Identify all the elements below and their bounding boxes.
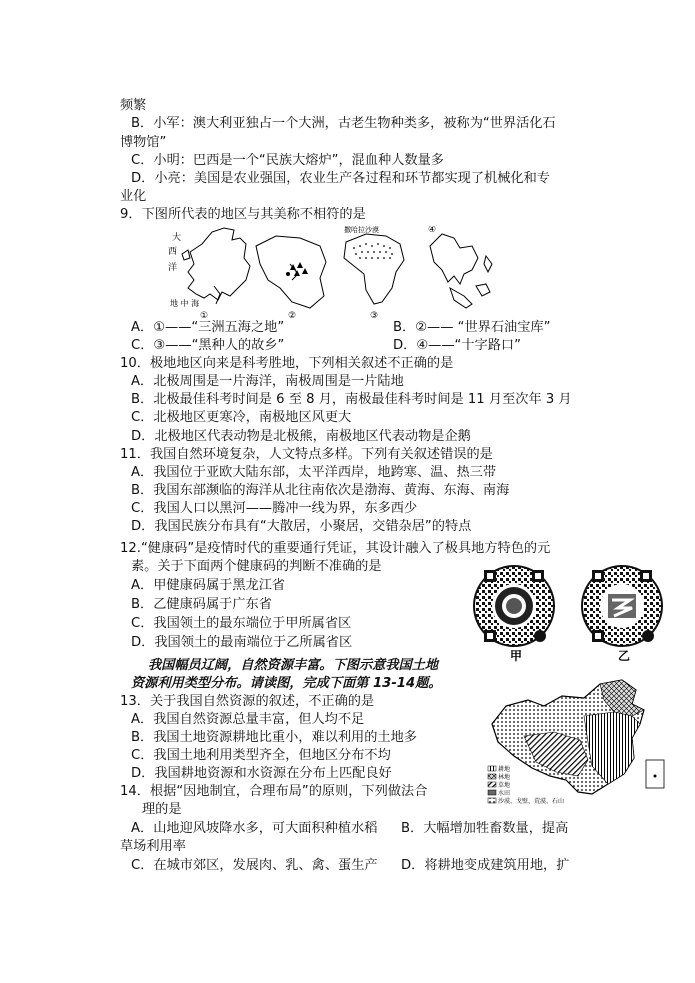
option-12c: C．我国领土的最东端位于甲所属省区 xyxy=(131,616,352,631)
option-14a: A．山地迎风坡降水多，可大面积种植水稻 xyxy=(131,821,378,836)
label-atlantic-3: 洋 xyxy=(168,263,178,273)
question-14: 14．根据“因地制宜，合理布局”的原则，下列做法合 xyxy=(120,784,428,799)
legend-item: 耕地 xyxy=(498,766,511,773)
option-b: B．小军：澳大利亚独占一个大洲，古老生物种类多，被称为“世界活化石 xyxy=(131,116,556,131)
option-13a: A．我国自然资源总量丰富，但人均不足 xyxy=(131,712,365,727)
label-yi: 乙 xyxy=(618,649,631,663)
legend-item: 沙漠、戈壁、荒漠、石山 xyxy=(498,798,565,805)
option-14b-cont: 草场利用率 xyxy=(120,839,186,854)
qr-code-jia xyxy=(474,566,554,646)
text-line: 业化 xyxy=(120,189,147,204)
question-11: 11．我国自然环境复杂，人文特点多样。下列有关叙述错误的是 xyxy=(120,447,493,462)
question-9: 9．下图所代表的地区与其美称不相符的是 xyxy=(120,207,366,222)
label-atlantic-2: 西 xyxy=(168,247,178,257)
map-africa xyxy=(344,234,404,304)
option-9b: B．②—— “世界石油宝库” xyxy=(393,320,551,335)
label-mediterranean: 地 中 海 xyxy=(170,299,200,308)
option-12a: A．甲健康码属于黑龙江省 xyxy=(131,578,286,593)
option-14c: C．在城市郊区，发展肉、乳、禽、蛋生产 xyxy=(131,858,378,873)
option-11d: D．我国民族分布具有“大散居，小聚居，交错杂居”的特点 xyxy=(131,519,472,534)
label-jia: 甲 xyxy=(510,649,523,663)
label-sahara: 撒哈拉沙漠 xyxy=(344,226,379,234)
option-11b: B．我国东部濒临的海洋从北往南依次是渤海、黄海、东海、南海 xyxy=(131,483,510,498)
option-9c: C．③——“黑种人的故乡” xyxy=(131,338,285,353)
legend-item: 水田 xyxy=(498,790,511,797)
label-atlantic-1: 大 xyxy=(172,233,182,243)
question-12-cont: 素。关于下面两个健康码的判断不准确的是 xyxy=(131,559,382,574)
question-13: 13．关于我国自然资源的叙述，不正确的是 xyxy=(120,694,375,709)
question-12: 12.“健康码”是疫情时代的重要通行凭证，其设计融入了极具地方特色的元 xyxy=(120,541,551,556)
label-4: ④ xyxy=(428,226,437,235)
option-10a: A．北极周围是一片海洋，南极周围是一片陆地 xyxy=(131,374,404,389)
option-13b: B．我国土地资源耕地比重小，难以利用的土地多 xyxy=(131,730,417,745)
question-14-cont: 理的是 xyxy=(142,802,182,817)
text-line: 频繁 xyxy=(120,98,147,113)
intro-line-1: 我国幅员辽阔，自然资源丰富。下图示意我国土地 xyxy=(148,658,439,673)
option-12b: B．乙健康码属于广东省 xyxy=(131,597,272,612)
option-13d: D．我国耕地资源和水资源在分布上匹配良好 xyxy=(131,766,392,781)
option-12d: D．我国领土的最南端位于乙所属省区 xyxy=(131,635,353,650)
option-10d: D．北极地区代表动物是北极熊，南极地区代表动物是企鹅 xyxy=(131,429,471,444)
china-land-use-map xyxy=(484,676,668,808)
label-1: ① xyxy=(200,311,209,320)
option-11c: C．我国人口以黑河——腾冲一线为界，东多西少 xyxy=(131,501,418,516)
option-13c: C．我国土地利用类型齐全，但地区分布不均 xyxy=(131,748,391,763)
option-10c: C．北极地区更寒冷，南极地区风更大 xyxy=(131,410,352,425)
option-9a: A．①——“三洲五海之地” xyxy=(131,320,285,335)
qr-code-yi xyxy=(582,566,662,646)
option-14d: D．将耕地变成建筑用地，扩 xyxy=(401,858,570,873)
option-14b: B．大幅增加牲畜数量，提高 xyxy=(401,821,569,836)
option-d: D．小亮：美国是农业强国，农业生产各过程和环节都实现了机械化和专 xyxy=(131,171,550,186)
question-10: 10．极地地区向来是科考胜地，下列相关叙述不正确的是 xyxy=(120,356,454,371)
intro-line-2: 资源利用类型分布。请读图，完成下面第 13-14题。 xyxy=(131,676,442,691)
label-2: ② xyxy=(288,311,297,320)
map-southeast-asia xyxy=(420,226,500,320)
legend-item: 林地 xyxy=(498,774,511,781)
legend-item: 草地 xyxy=(498,782,511,789)
option-c: C．小明：巴西是一个“民族大熔炉”，混血种人数量多 xyxy=(131,153,444,168)
map-middle-east xyxy=(256,236,326,308)
option-11a: A．我国位于亚欧大陆东部，太平洋西岸，地跨寒、温、热三带 xyxy=(131,465,497,480)
option-9d: D．④——“十字路口” xyxy=(393,338,521,353)
map-europe xyxy=(182,228,250,304)
region-maps-figure xyxy=(160,224,420,320)
health-codes-figure xyxy=(470,560,670,665)
label-3: ③ xyxy=(370,311,379,320)
text-line: 博物馆” xyxy=(120,135,167,150)
option-10b: B．北极最佳科考时间是 6 至 8 月，南极最佳科考时间是 11 月至次年 3 月 xyxy=(131,392,572,407)
